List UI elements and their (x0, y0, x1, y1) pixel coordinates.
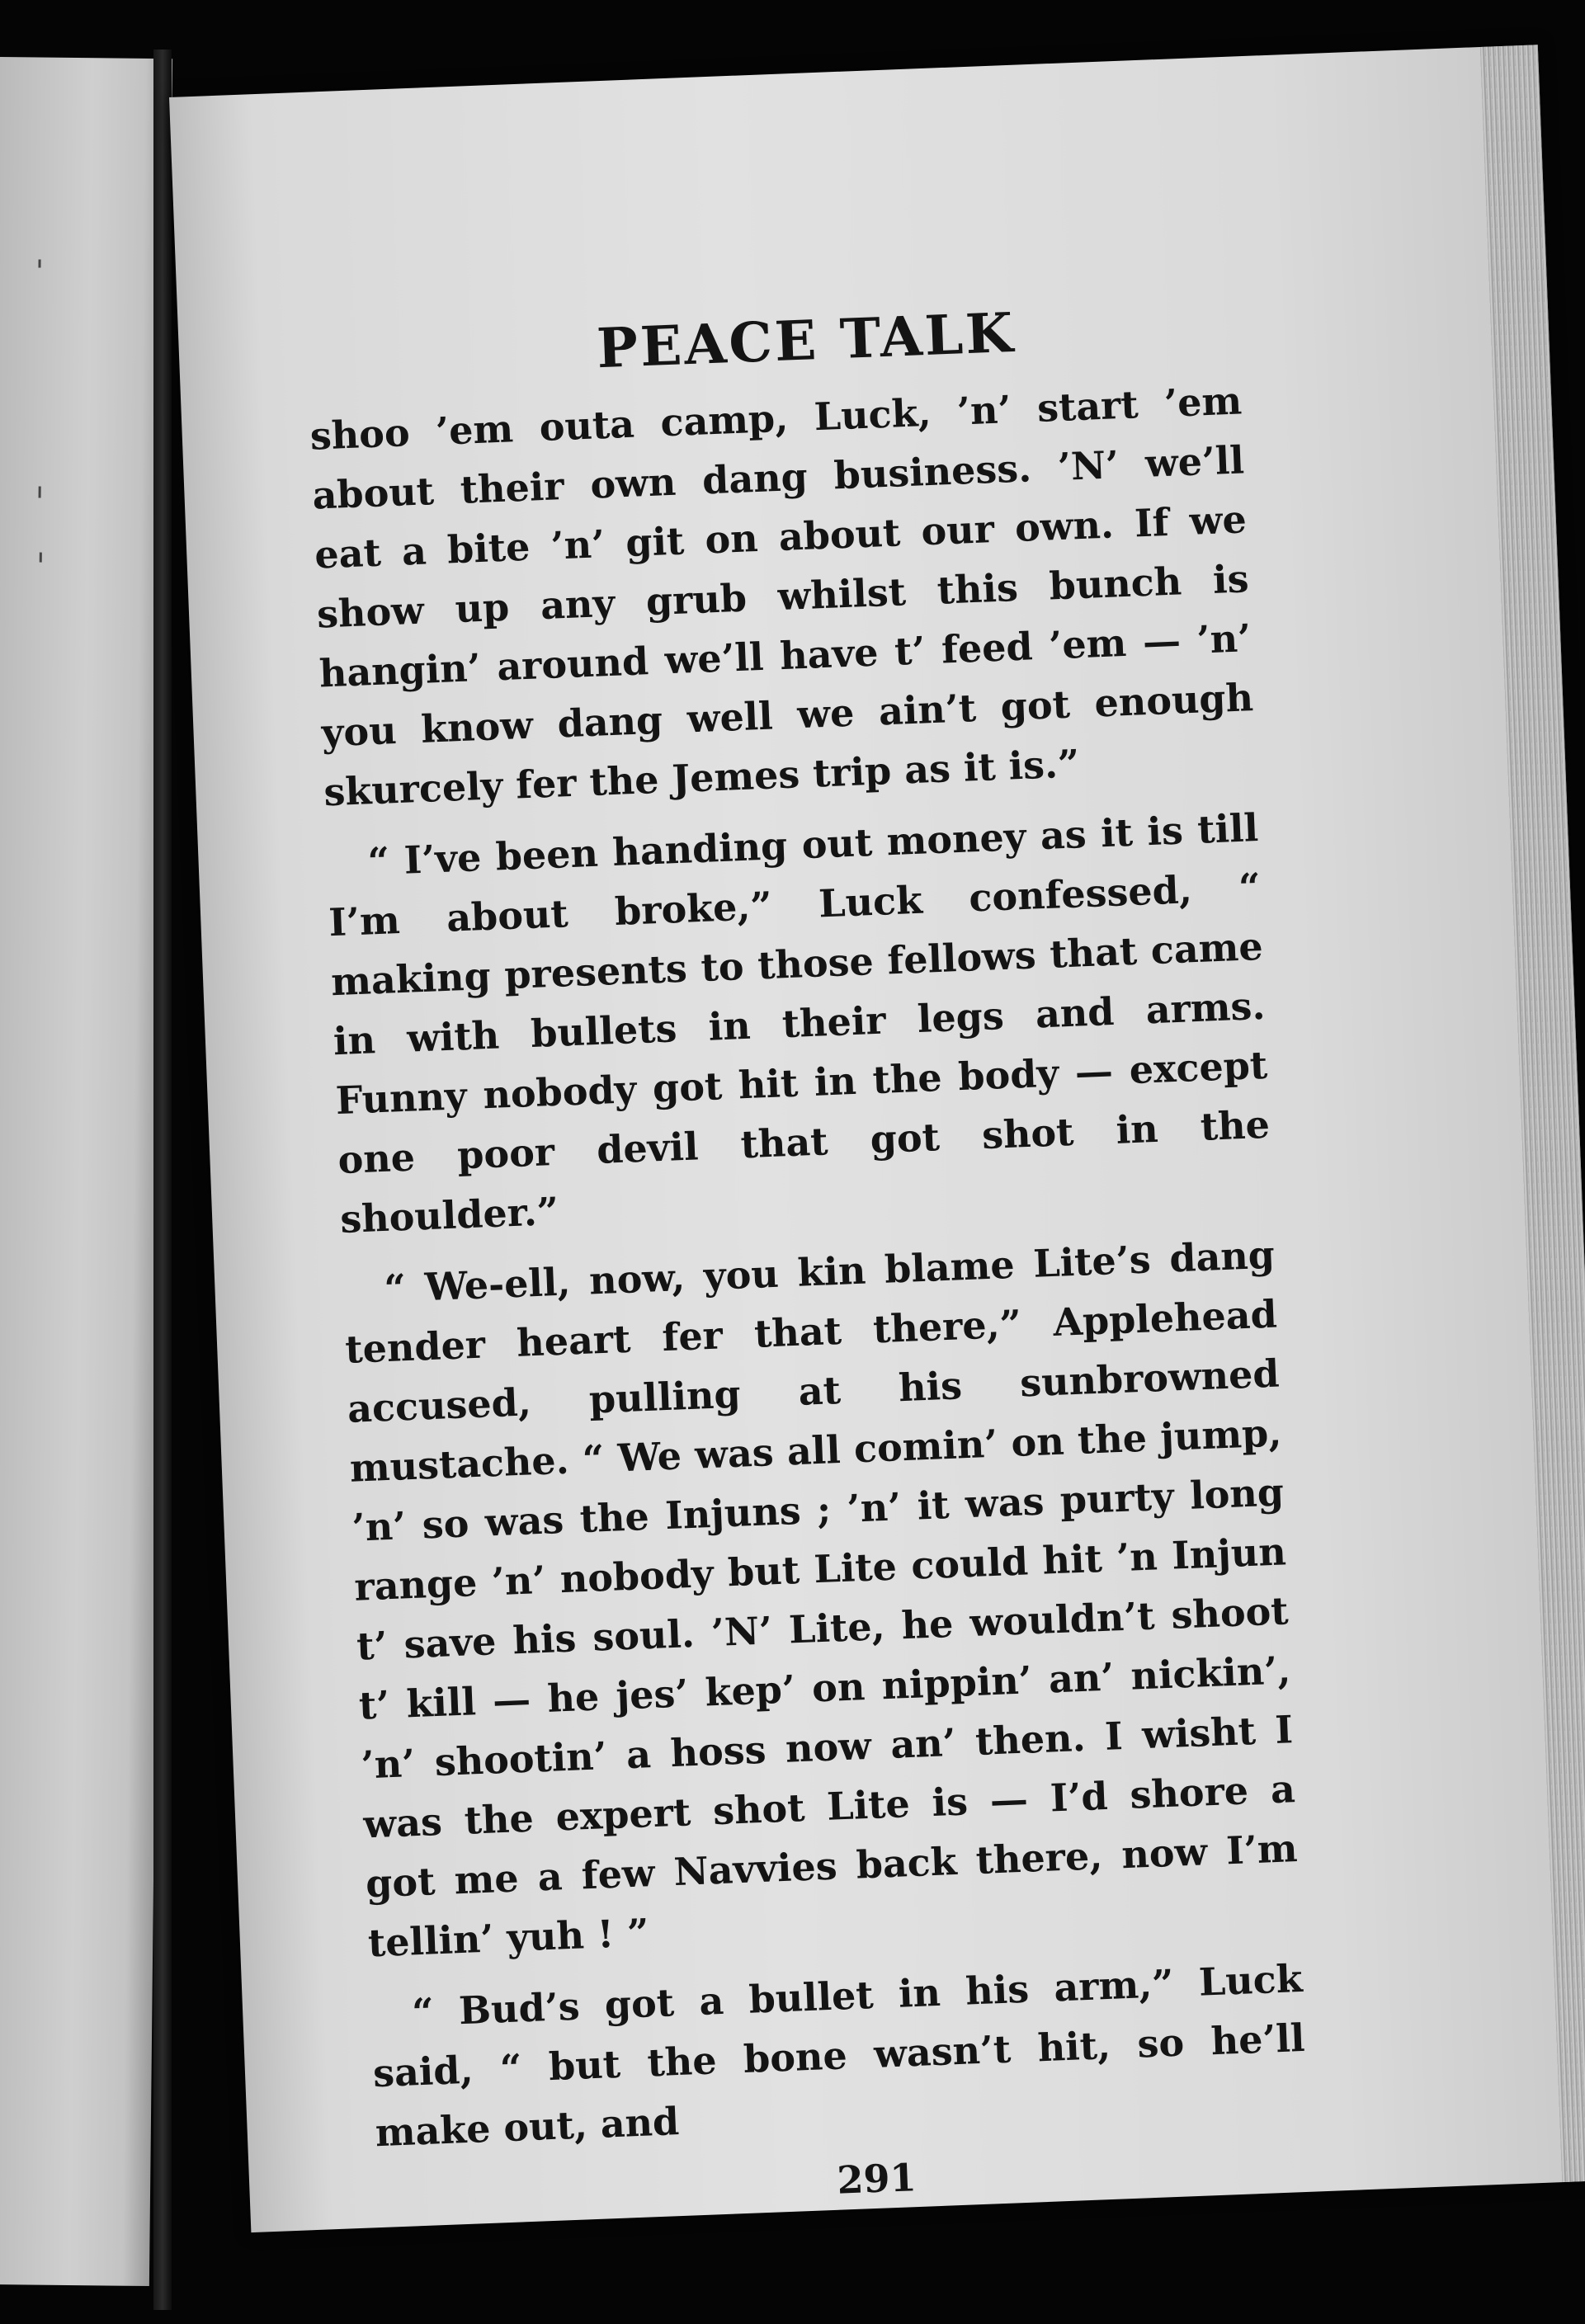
left-page-speck (39, 487, 41, 498)
page-edge (1480, 45, 1585, 2182)
page-text-block (306, 291, 1310, 2220)
left-page (0, 57, 172, 2286)
book-gutter (153, 49, 172, 2310)
paragraph: “ I’ve been handing out money as it is till I’m about broke,” Luck confessed, “ making presents to those fellows that came in with bullets in their legs and arms. Funny nobody got hit in the body — except one poor devil that got shot in the shoulder.” (328, 805, 1271, 1242)
left-page-speck (40, 553, 42, 563)
paragraph: shoo ’em outa camp, Luck, ’n’ start ’em about their own dang business. ’N’ we’ll eat a bite ’n’ git on about our own. If we show up any grub whilst this bunch is hangin’ around we’ll have t’ feed ’em — ’n’ you know dang well we ain’t got enough skurcely fer the Jemes trip as it is.” (309, 378, 1254, 815)
running-head: PEACE TALK (595, 299, 1017, 381)
right-page (169, 45, 1585, 2232)
page-number: 291 (836, 2155, 918, 2203)
left-page-speck (38, 260, 40, 268)
paragraph: “ We-ell, now, you kin blame Lite’s dang tender heart fer that there,” Applehead accused, pulling at his sunbrowned mustache. “ We was all comin’ on the jump, ’n’ so was the Injuns ; ’n’ it was purty long range ’n’ nobody but Lite could hit ’n Injun t’ save his soul. ’N’ Lite, he wouldn’t shoot t’ kill — he jes’ kep’ on nippin’ an’ nickin’, ’n’ shootin’ a hoss now an’ then. I wisht I was the expert shot Lite is — I’d shore a got me a few Navvies back there, now I’m tellin’ yuh ! ” (344, 1232, 1299, 1966)
paragraph: “ Bud’s got a bullet in his arm,” Luck said, “ but the bone wasn’t hit, so he’ll make out, and (372, 1955, 1306, 2156)
